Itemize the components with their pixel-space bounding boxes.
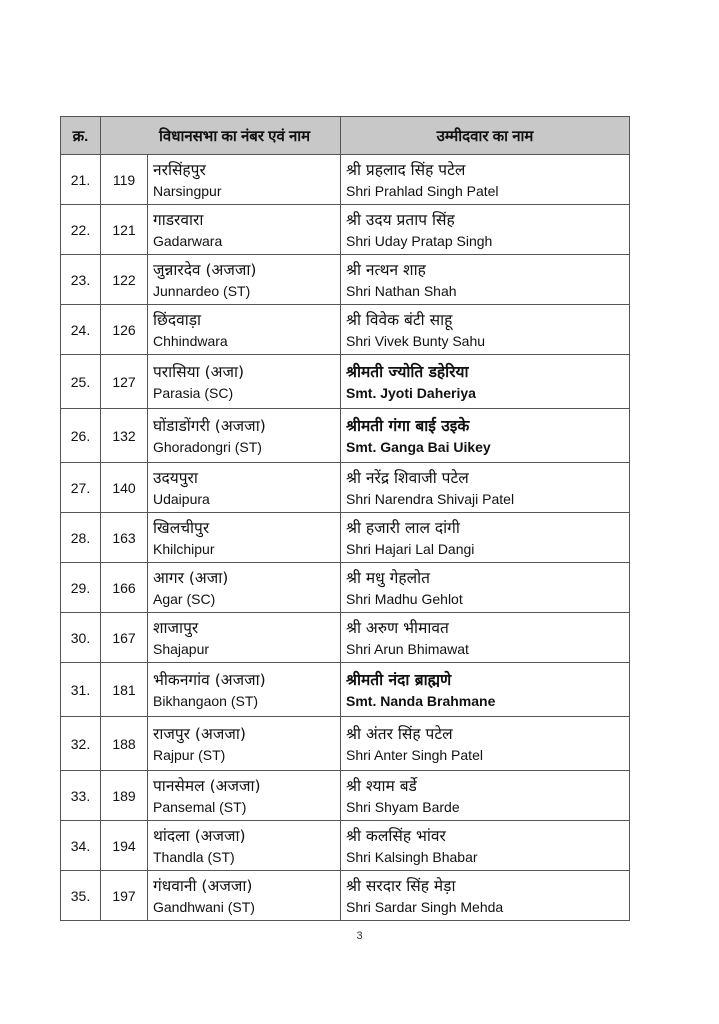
candidate-name-hindi: श्रीमती नंदा ब्राह्मणे	[346, 670, 452, 689]
constituency-name-english: Junnardeo (ST)	[153, 282, 251, 299]
constituency-name-english: Gadarwara	[153, 232, 223, 249]
candidate-name-cell	[341, 821, 630, 871]
serial-number-cell: 31.	[61, 663, 101, 717]
constituency-name-cell	[148, 717, 341, 771]
constituency-number-cell: 126	[101, 305, 148, 355]
constituency-name-cell	[148, 205, 341, 255]
candidate-name-cell	[341, 613, 630, 663]
candidate-name-cell	[341, 463, 630, 513]
candidate-name-hindi: श्री कलसिंह भांवर	[346, 826, 446, 845]
constituency-name-cell	[148, 255, 341, 305]
constituency-name-cell	[148, 463, 341, 513]
candidate-name-english: Smt. Ganga Bai Uikey	[346, 438, 491, 455]
constituency-name-hindi: थांदला (अजजा)	[153, 826, 246, 845]
candidate-name-cell	[341, 771, 630, 821]
constituency-name-hindi: परासिया (अजा)	[153, 362, 245, 381]
candidate-name-english: Smt. Jyoti Daheriya	[346, 384, 476, 401]
candidate-name-cell	[341, 871, 630, 921]
candidate-name-hindi: श्रीमती ज्योति डहेरिया	[346, 362, 469, 381]
constituency-number-cell: 188	[101, 717, 148, 771]
constituency-number-cell: 189	[101, 771, 148, 821]
constituency-number-cell: 197	[101, 871, 148, 921]
page-number: 3	[356, 930, 363, 942]
serial-number-cell: 35.	[61, 871, 101, 921]
candidate-name-english: Shri Vivek Bunty Sahu	[346, 332, 486, 349]
candidate-name-cell	[341, 663, 630, 717]
constituency-name-cell	[148, 871, 341, 921]
constituency-number-cell: 127	[101, 355, 148, 409]
constituency-name-english: Gandhwani (ST)	[153, 898, 255, 915]
table-row	[61, 255, 630, 305]
candidate-name-cell	[341, 409, 630, 463]
table-row	[61, 355, 630, 409]
candidate-name-english: Shri Arun Bhimawat	[346, 640, 469, 657]
serial-number-cell: 25.	[61, 355, 101, 409]
constituency-number-cell: 163	[101, 513, 148, 563]
constituency-name-cell	[148, 663, 341, 717]
serial-number-cell: 33.	[61, 771, 101, 821]
table-row	[61, 821, 630, 871]
constituency-name-english: Narsingpur	[153, 182, 222, 199]
serial-number-cell: 30.	[61, 613, 101, 663]
constituency-name-english: Thandla (ST)	[153, 848, 235, 865]
constituency-name-cell	[148, 563, 341, 613]
table-body	[61, 155, 630, 921]
constituency-name-hindi: घोंडाडोंगरी (अजजा)	[153, 416, 266, 435]
table-header-row	[61, 117, 630, 155]
table-row	[61, 305, 630, 355]
constituency-name-english: Ghoradongri (ST)	[153, 438, 262, 455]
constituency-name-english: Bikhangaon (ST)	[153, 692, 259, 709]
constituency-name-hindi: छिंदवाड़ा	[153, 310, 202, 329]
constituency-name-hindi: गंधवानी (अजजा)	[153, 876, 253, 895]
candidate-name-english: Shri Madhu Gehlot	[346, 590, 463, 607]
header-serial: क्र.	[61, 117, 101, 155]
table-row	[61, 613, 630, 663]
constituency-name-hindi: नरसिंहपुर	[153, 160, 206, 179]
constituency-name-cell	[148, 821, 341, 871]
constituency-name-hindi: गाडरवारा	[153, 210, 204, 229]
candidate-name-english: Shri Narendra Shivaji Patel	[346, 490, 515, 507]
constituency-name-cell	[148, 409, 341, 463]
table-row	[61, 513, 630, 563]
candidate-table	[60, 116, 630, 921]
constituency-name-cell	[148, 771, 341, 821]
candidate-name-cell	[341, 355, 630, 409]
candidate-name-hindi: श्री सरदार सिंह मेड़ा	[346, 876, 456, 895]
candidate-name-cell	[341, 305, 630, 355]
table-row	[61, 717, 630, 771]
table-row	[61, 463, 630, 513]
table-row	[61, 771, 630, 821]
serial-number-cell: 26.	[61, 409, 101, 463]
candidate-name-cell	[341, 513, 630, 563]
candidate-name-hindi: श्री श्याम बर्डे	[346, 776, 417, 795]
candidate-name-hindi: श्री प्रहलाद सिंह पटेल	[346, 160, 466, 179]
constituency-number-cell: 122	[101, 255, 148, 305]
candidate-name-english: Shri Prahlad Singh Patel	[346, 182, 499, 199]
candidate-name-hindi: श्री उदय प्रताप सिंह	[346, 210, 455, 229]
serial-number-cell: 22.	[61, 205, 101, 255]
serial-number-cell: 29.	[61, 563, 101, 613]
table-row	[61, 409, 630, 463]
constituency-name-cell	[148, 355, 341, 409]
candidate-name-english: Shri Hajari Lal Dangi	[346, 540, 475, 557]
constituency-name-hindi: भीकनगांव (अजजा)	[153, 670, 266, 689]
candidate-name-english: Shri Shyam Barde	[346, 798, 460, 815]
serial-number-cell: 27.	[61, 463, 101, 513]
constituency-name-hindi: खिलचीपुर	[153, 518, 210, 537]
constituency-number-cell: 119	[101, 155, 148, 205]
candidate-name-cell	[341, 155, 630, 205]
table-row	[61, 205, 630, 255]
candidate-name-cell	[341, 717, 630, 771]
candidate-name-hindi: श्री मधु गेहलोत	[346, 568, 430, 587]
constituency-number-cell: 166	[101, 563, 148, 613]
candidate-name-cell	[341, 563, 630, 613]
candidate-name-english: Smt. Nanda Brahmane	[346, 692, 496, 709]
constituency-name-english: Shajapur	[153, 640, 210, 657]
constituency-number-cell: 167	[101, 613, 148, 663]
serial-number-cell: 34.	[61, 821, 101, 871]
constituency-name-english: Parasia (SC)	[153, 384, 234, 401]
candidate-name-cell	[341, 255, 630, 305]
constituency-name-hindi: उदयपुरा	[153, 468, 198, 487]
constituency-name-cell	[148, 305, 341, 355]
candidate-name-cell	[341, 205, 630, 255]
candidate-name-hindi: श्री नत्थन शाह	[346, 260, 426, 279]
candidate-name-hindi: श्रीमती गंगा बाई उइके	[346, 416, 470, 435]
constituency-name-english: Chhindwara	[153, 332, 228, 349]
constituency-name-english: Rajpur (ST)	[153, 746, 226, 763]
constituency-number-cell: 194	[101, 821, 148, 871]
constituency-name-hindi: शाजापुर	[153, 618, 199, 637]
serial-number-cell: 23.	[61, 255, 101, 305]
constituency-name-cell	[148, 513, 341, 563]
constituency-name-hindi: पानसेमल (अजजा)	[153, 776, 261, 795]
constituency-number-cell: 132	[101, 409, 148, 463]
header-candidate: उम्मीदवार का नाम	[341, 117, 630, 155]
candidate-name-hindi: श्री हजारी लाल दांगी	[346, 518, 460, 537]
constituency-number-cell: 140	[101, 463, 148, 513]
constituency-name-english: Pansemal (ST)	[153, 798, 247, 815]
table-row	[61, 155, 630, 205]
constituency-name-english: Udaipura	[153, 490, 210, 507]
serial-number-cell: 32.	[61, 717, 101, 771]
constituency-number-cell: 121	[101, 205, 148, 255]
serial-number-cell: 28.	[61, 513, 101, 563]
candidate-name-hindi: श्री अरुण भीमावत	[346, 618, 449, 637]
table-row	[61, 663, 630, 717]
constituency-name-hindi: राजपुर (अजजा)	[153, 724, 246, 743]
candidate-name-hindi: श्री अंतर सिंह पटेल	[346, 724, 453, 743]
constituency-name-hindi: जुन्नारदेव (अजजा)	[153, 260, 257, 279]
candidate-name-hindi: श्री विवेक बंटी साहू	[346, 310, 453, 329]
candidate-name-english: Shri Uday Pratap Singh	[346, 232, 493, 249]
candidate-name-english: Shri Anter Singh Patel	[346, 746, 483, 763]
serial-number-cell: 24.	[61, 305, 101, 355]
candidate-name-english: Shri Kalsingh Bhabar	[346, 848, 478, 865]
candidate-name-english: Shri Nathan Shah	[346, 282, 457, 299]
constituency-number-cell: 181	[101, 663, 148, 717]
candidate-name-hindi: श्री नरेंद्र शिवाजी पटेल	[346, 468, 469, 487]
constituency-name-cell	[148, 155, 341, 205]
header-constituency: विधानसभा का नंबर एवं नाम	[101, 117, 341, 155]
serial-number-cell: 21.	[61, 155, 101, 205]
constituency-name-english: Agar (SC)	[153, 590, 216, 607]
candidate-name-english: Shri Sardar Singh Mehda	[346, 898, 504, 915]
constituency-name-hindi: आगर (अजा)	[153, 568, 229, 587]
constituency-name-english: Khilchipur	[153, 540, 215, 557]
table-row	[61, 563, 630, 613]
table-row	[61, 871, 630, 921]
constituency-name-cell	[148, 613, 341, 663]
